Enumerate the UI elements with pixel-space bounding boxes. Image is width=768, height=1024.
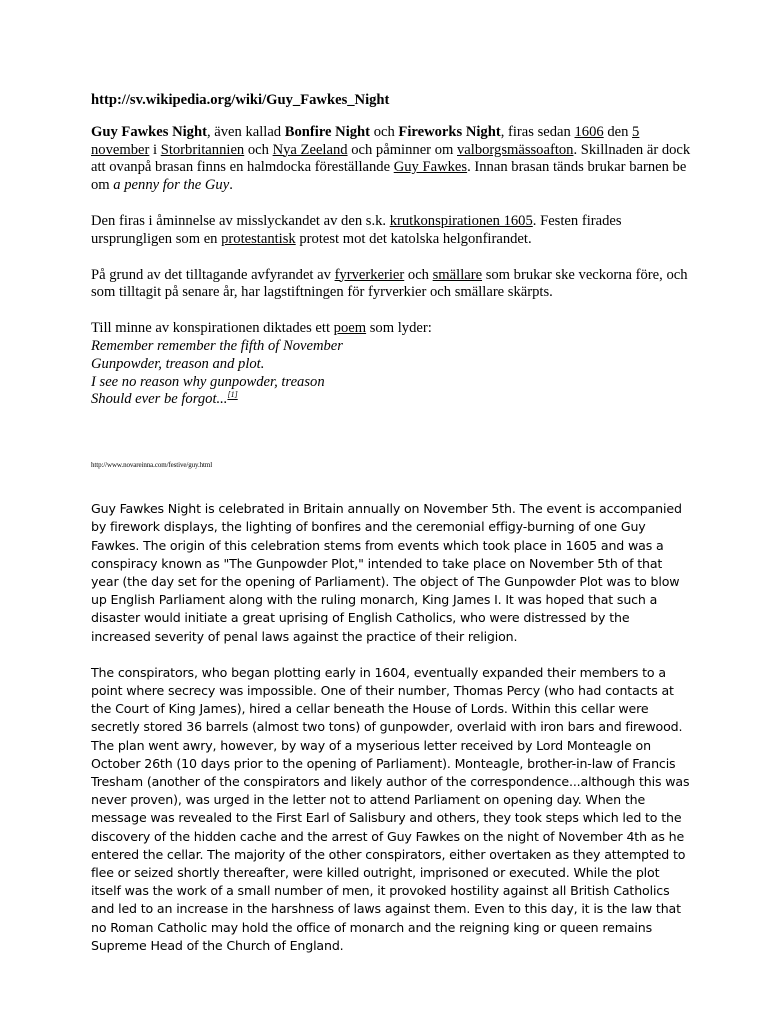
- link-valborgsmassoafton[interactable]: valborgsmässoafton: [457, 141, 574, 158]
- link-1606[interactable]: 1606: [574, 123, 604, 140]
- term-guy-fawkes-night: Guy Fawkes Night: [91, 123, 207, 140]
- link-5-november[interactable]: 5 november: [91, 123, 640, 158]
- paragraph-origin: Den firas i åminnelse av misslyckandet av den s.k. krutkonspirationen 1605. Festen firades ursprungligen som en protestantisk protest mot det katolska helgonfirandet.: [91, 212, 622, 247]
- link-poem[interactable]: poem: [333, 320, 367, 337]
- source-url-english: http://www.novareinna.com/festive/guy.html: [91, 461, 213, 470]
- link-protestantisk[interactable]: protestantisk: [221, 230, 296, 247]
- link-fyrverkerier[interactable]: fyrverkerier: [334, 266, 405, 283]
- link-smallare[interactable]: smällare: [432, 266, 483, 283]
- link-storbritannien[interactable]: Storbritannien: [160, 141, 245, 158]
- poem-line: I see no reason why gunpowder, treason: [91, 373, 325, 390]
- link-nya-zeeland[interactable]: Nya Zeeland: [272, 141, 348, 158]
- poem: [91, 338, 691, 409]
- phrase-penny-for-the-guy: a penny for the Guy: [113, 177, 230, 194]
- link-krutkonspirationen[interactable]: krutkonspirationen 1605: [389, 212, 533, 229]
- footnote-ref-link[interactable]: [1]: [227, 390, 238, 400]
- paragraph-english-2: The conspirators, who began plotting early in 1604, eventually expanded their members to a point where secrecy was impossible. One of their number, Thomas Percy (who had contacts at the Court of King James), hired a cellar beneath the House of Lords. Within this cellar were secretly stored 36 barrels (almost two tons) of gunpowder, overlaid with iron bars and firewood. The plan went awry, however, by way of a myserious letter received by Lord Monteagle on October 26th (10 days prior to the opening of Parliament). Monteagle, brother-in-law of Francis Tresham (another of the conspirators and likely author of the correspondence...although this was never proven), was urged in the letter not to attend Parliament on opening day. When the message was revealed to the First Earl of Salisbury and others, they took steps which led to the discovery of the hidden cache and the arrest of Guy Fawkes on the night of November 4th as he entered the cellar. The majority of the other conspirators, either overtaken as they attempted to flee or seized shortly thereafter, were killed outright, imprisoned or executed. While the plot itself was the work of a small number of men, it provoked hostility against all British Catholics and led to an increase in the harshness of laws against them. Even to this day, it is the law that no Roman Catholic may hold the office of monarch and the reigning king or queen remains Supreme Head of the Church of England.: [91, 664, 690, 953]
- link-guy-fawkes[interactable]: Guy Fawkes: [393, 159, 468, 176]
- paragraph-poem-intro: Till minne av konspirationen diktades ett poem som lyder:: [91, 320, 432, 337]
- term-fireworks-night: Fireworks Night: [398, 123, 501, 140]
- paragraph-intro: Guy Fawkes Night, även kallad Bonfire Night och Fireworks Night, firas sedan 1606 den 5 november i Storbritannien och Nya Zeeland och påminner om valborgsmässoafton. Skillnaden är dock att ovanpå brasan finns en halmdocka föreställande Guy Fawkes. Innan brasan tänds brukar barnen be om a penny for the Guy.: [91, 123, 691, 194]
- poem-line: Gunpowder, treason and plot.: [91, 355, 265, 372]
- poem-line: Remember remember the fifth of November: [91, 337, 343, 354]
- document-page: [91, 92, 691, 955]
- paragraph-english-1: Guy Fawkes Night is celebrated in Britain annually on November 5th. The event is accompanied by firework displays, the lighting of bonfires and the ceremonial effigy-burning of one Guy Fawkes. The origin of this celebration stems from events which took place in 1605 and was a conspiracy known as "The Gunpowder Plot," intended to take place on November 5th of that year (the day set for the opening of Parliament). The object of The Gunpowder Plot was to blow up English Parliament along with the ruling monarch, King James I. It was hoped that such a disaster would initiate a great uprising of English Catholics, who were distressed by the increased severity of penal laws against the practice of their religion.: [91, 501, 682, 644]
- source-url-swedish: http://sv.wikipedia.org/wiki/Guy_Fawkes_Night: [91, 92, 390, 108]
- poem-line: Should ever be forgot...[1]: [91, 390, 238, 408]
- term-bonfire-night: Bonfire Night: [284, 123, 371, 140]
- paragraph-fireworks: På grund av det tilltagande avfyrandet av fyrverkerier och smällare som brukar ske veckorna före, och som tilltagit på senare år, har lagstiftningen för fyrverkier och smällare skärpts.: [91, 266, 688, 301]
